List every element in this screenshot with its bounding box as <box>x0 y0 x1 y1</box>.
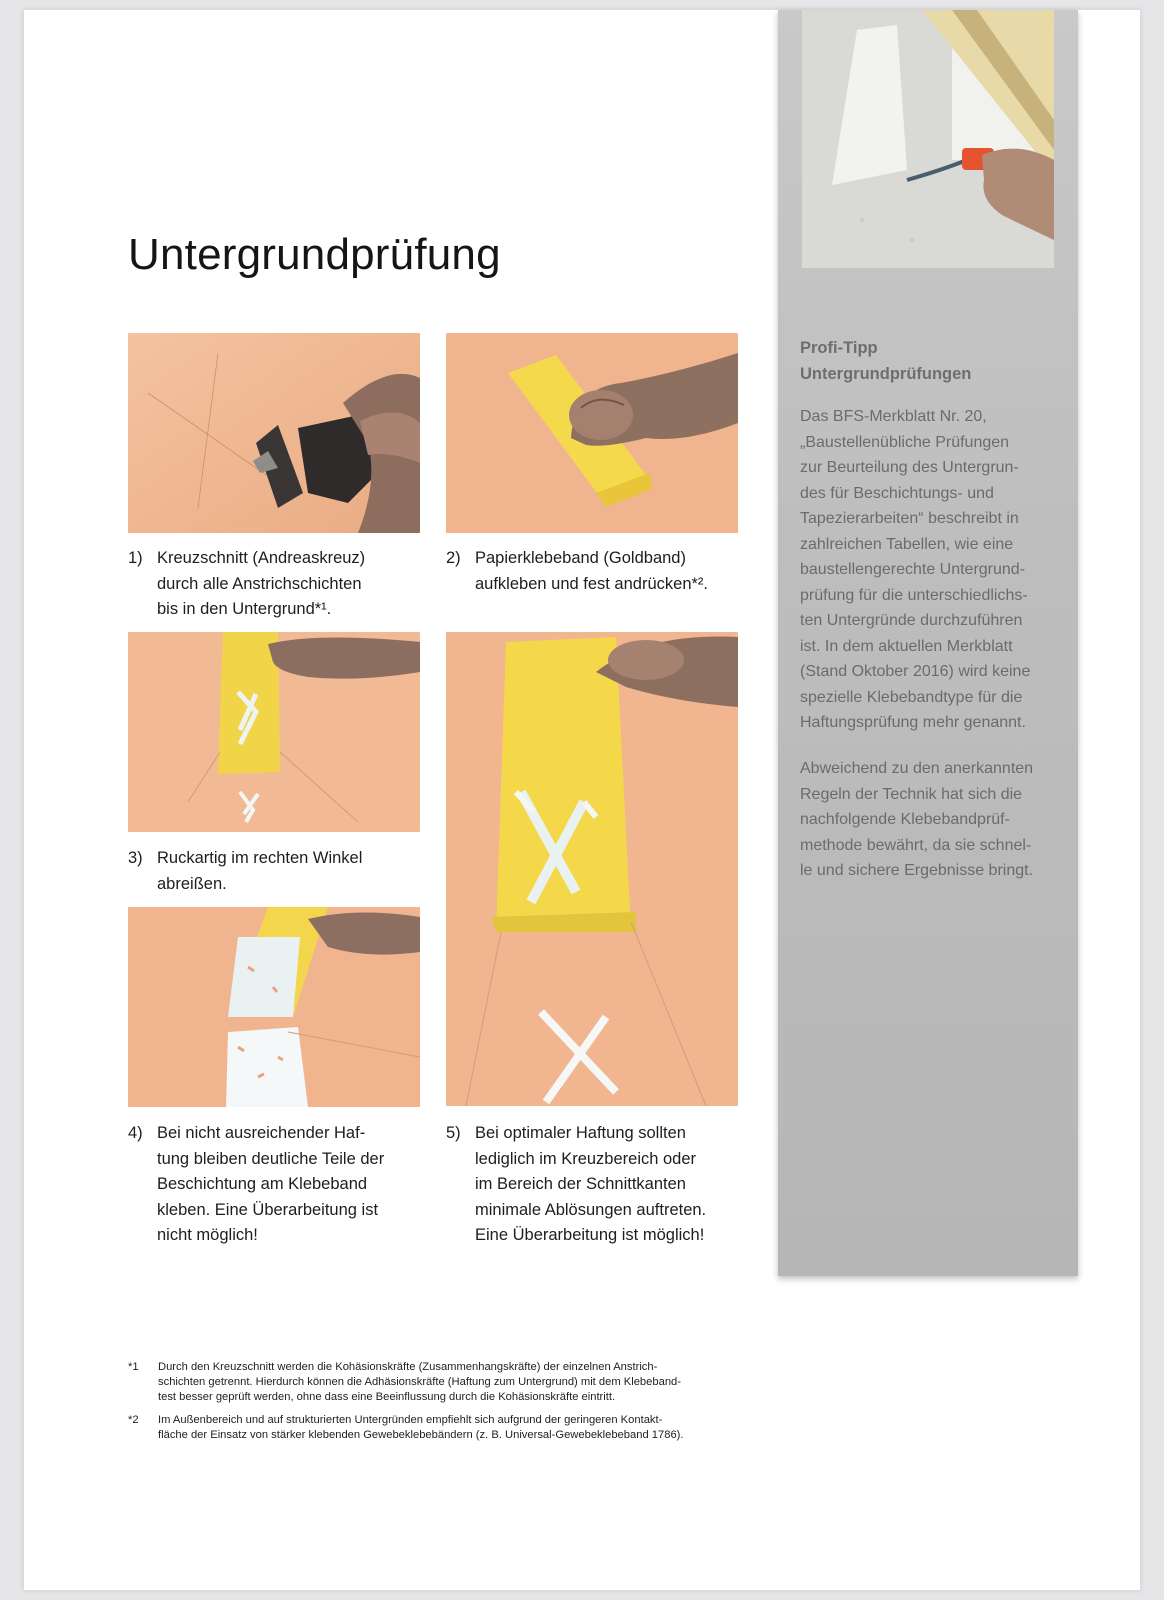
caption-step-2 <box>446 546 766 597</box>
photo-painting-roller <box>802 10 1054 268</box>
step-text: Kreuzschnitt (Andreaskreuz) durch alle Anstrichschichten bis in den Untergrund*¹. <box>157 549 366 618</box>
page-title: Untergrundprüfung <box>128 230 501 279</box>
step-text: Bei optimaler Haftung sollten lediglich im Kreuzbereich oder im Bereich der Schnittkanten minimale Ablösungen auftreten. Eine Überarbeitung ist möglich! <box>475 1124 707 1244</box>
tip-label: Profi-Tipp <box>800 339 878 357</box>
step-number: 3) <box>128 849 143 867</box>
step-number: 1) <box>128 549 143 567</box>
caption-step-1 <box>128 546 428 623</box>
footnote-1 <box>128 1360 768 1405</box>
tip-heading <box>800 336 1060 387</box>
step-number: 5) <box>446 1124 461 1142</box>
photo-optimal-adhesion <box>446 632 738 1106</box>
photo-insufficient-adhesion <box>128 907 420 1107</box>
tip-paragraph-1: Das BFS-Merkblatt Nr. 20, „Baustellenübliche Prüfungen zur Beurteilung des Untergrun- des für Beschichtungs- und Tapezierarbeiten“ beschreibt in zahlreichen Tabellen, wie eine baustellengerechte Untergrund- prüfung für die unterschiedlichs- ten Untergründe durchzuführen ist. In dem aktuellen Merkblatt (Stand Oktober 2016) wird keine spezielle Klebebandtype für die Haftungsprüfung mehr genannt. <box>800 408 1031 731</box>
footnote-text: Durch den Kreuzschnitt werden die Kohäsionskräfte (Zusammenhangskräfte) der einzelnen Anstrich- schichten getrennt. Hierdurch können die Adhäsionskräfte (Haftung zum Untergrund) mit dem Klebeband- test besser geprüft werden, ohne dass eine Beeinflussung durch die Kohäsionskräfte eintritt. <box>158 1361 681 1403</box>
tip-title: Untergrundprüfungen <box>800 364 972 383</box>
photo-tear-off <box>128 632 420 832</box>
photo-apply-tape <box>446 333 738 533</box>
step-text: Papierklebeband (Goldband) aufkleben und fest andrücken*². <box>475 549 708 593</box>
photo-cross-cut <box>128 333 420 533</box>
caption-step-3 <box>128 846 428 897</box>
profi-tipp-sidebar <box>778 10 1078 1276</box>
step-number: 2) <box>446 549 461 567</box>
step-text: Bei nicht ausreichender Haf- tung bleiben deutliche Teile der Beschichtung am Klebeband kleben. Eine Überarbeitung ist nicht möglich! <box>157 1124 385 1244</box>
caption-step-5 <box>446 1121 766 1249</box>
step-number: 4) <box>128 1124 143 1142</box>
footnote-mark: *2 <box>128 1414 139 1426</box>
caption-step-4 <box>128 1121 428 1249</box>
document-page <box>24 10 1140 1590</box>
footnote-mark: *1 <box>128 1361 139 1373</box>
tip-paragraph-2: Abweichend zu den anerkannten Regeln der Technik hat sich die nachfolgende Klebebandprüf- methode bewährt, da sie schnel- le und sichere Ergebnisse bringt. <box>800 760 1034 879</box>
footnote-2 <box>128 1413 768 1443</box>
step-text: Ruckartig im rechten Winkel abreißen. <box>157 849 363 893</box>
footnote-text: Im Außenbereich und auf strukturierten Untergründen empfiehlt sich aufgrund der geringeren Kontakt- fläche der Einsatz von stärker klebenden Gewebeklebebändern (z. B. Universal-Gewebeklebeband 1786). <box>158 1414 684 1441</box>
